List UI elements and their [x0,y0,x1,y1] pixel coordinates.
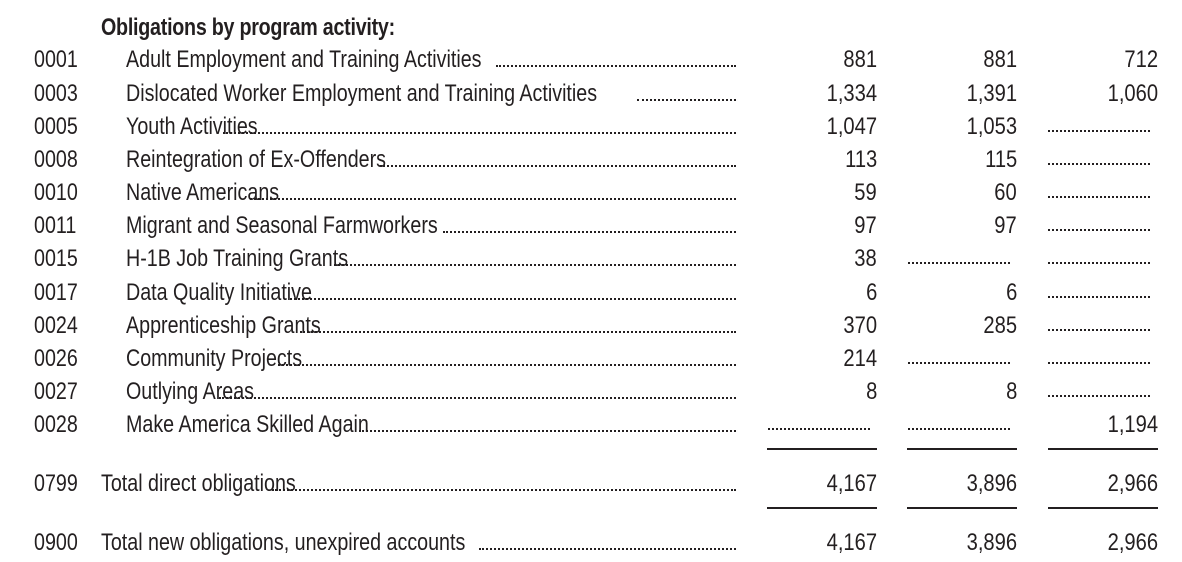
line-label [126,242,736,275]
dot-leader [223,132,736,134]
dot-leader [300,331,736,333]
value-col-2: 3,896 [966,529,1017,556]
value-col-1: 214 [843,345,877,372]
empty-cell-dots [908,262,1010,264]
dot-leader [637,99,736,101]
value-col-2: 285 [983,312,1017,339]
value-col-1: 6 [865,279,877,306]
empty-cell-dots [1048,229,1150,231]
line-label [126,309,736,342]
empty-cell-dots [908,428,1010,430]
line-label [126,143,736,176]
table-row [0,143,1182,176]
line-code: 0005 [34,113,78,140]
line-label-text: Dislocated Worker Employment and Training Activities [126,80,598,107]
empty-cell-dots [1048,196,1150,198]
line-code: 0027 [34,378,78,405]
subtotal-rule [907,448,1017,450]
empty-cell-dots [1048,163,1150,165]
line-code: 0017 [34,279,78,306]
line-code: 0010 [34,179,78,206]
line-label [101,467,736,500]
subtotal-rule [907,507,1017,509]
value-col-1: 38 [854,245,877,272]
value-col-1: 4,167 [826,470,877,497]
table-row [0,43,1182,76]
value-col-3: 1,194 [1107,411,1158,438]
table-row [0,209,1182,242]
table-row [0,342,1182,375]
line-label-text: Youth Activities [126,113,258,140]
line-label-text: H-1B Job Training Grants [126,245,349,272]
line-code: 0011 [34,212,77,239]
empty-cell-dots [1048,296,1150,298]
value-col-1: 59 [854,179,877,206]
line-label [126,276,736,309]
line-label-text: Data Quality Initiative [126,279,312,306]
line-code: 0001 [34,46,78,73]
line-code: 0026 [34,345,78,372]
line-label-text: Total direct obligations [101,470,296,497]
dot-leader [380,165,736,167]
empty-cell-dots [1048,362,1150,364]
line-label [101,526,736,559]
table-row [0,176,1182,209]
table-row [0,309,1182,342]
dot-leader [272,489,736,491]
dot-leader [359,430,736,432]
empty-cell-dots [1048,395,1150,397]
value-col-1: 4,167 [826,529,877,556]
line-label-text: Native Americans [126,179,280,206]
dot-leader [479,548,736,550]
value-col-2: 881 [983,46,1017,73]
line-label-text: Community Projects [126,345,303,372]
line-label [126,375,736,408]
total-row [0,467,1182,500]
value-col-2: 60 [994,179,1017,206]
table-row [0,276,1182,309]
value-col-2: 1,053 [966,113,1017,140]
value-col-1: 370 [843,312,877,339]
dot-leader [219,397,736,399]
line-code: 0028 [34,411,78,438]
value-col-1: 1,334 [826,80,877,107]
line-label [126,209,736,242]
empty-cell-dots [1048,329,1150,331]
value-col-3: 712 [1124,46,1158,73]
empty-cell-dots [768,428,870,430]
empty-cell-dots [908,362,1010,364]
line-code: 0799 [34,470,78,497]
line-label-text: Outlying Areas [126,378,254,405]
line-code: 0008 [34,146,78,173]
value-col-3: 2,966 [1107,529,1158,556]
value-col-1: 881 [843,46,877,73]
value-col-1: 1,047 [826,113,877,140]
line-code: 0015 [34,245,78,272]
line-label-text: Total new obligations, unexpired accounts [101,529,466,556]
section-heading: Obligations by program activity: [101,14,395,41]
table-row [0,242,1182,275]
dot-leader [443,231,736,233]
value-col-2: 8 [1005,378,1017,405]
line-label [126,77,736,110]
line-label-text: Apprenticeship Grants [126,312,321,339]
line-code: 0024 [34,312,78,339]
table-row [0,408,1182,441]
line-label [126,110,736,143]
table-row [0,77,1182,110]
value-col-2: 3,896 [966,470,1017,497]
line-code: 0003 [34,80,78,107]
value-col-2: 6 [1005,279,1017,306]
line-label [126,43,736,76]
value-col-1: 97 [854,212,877,239]
table-row [0,375,1182,408]
value-col-1: 8 [865,378,877,405]
empty-cell-dots [1048,262,1150,264]
dot-leader [250,198,736,200]
line-label [126,342,736,375]
value-col-2: 97 [994,212,1017,239]
value-col-1: 113 [844,146,877,173]
line-label-text: Migrant and Seasonal Farmworkers [126,212,438,239]
line-label [126,176,736,209]
value-col-2: 115 [984,146,1017,173]
dot-leader [334,264,736,266]
dot-leader [290,298,736,300]
line-code: 0900 [34,529,78,556]
subtotal-rule [1048,507,1158,509]
line-label-text: Adult Employment and Training Activities [126,46,482,73]
total-row [0,526,1182,559]
subtotal-rule [767,507,877,509]
line-label-text: Make America Skilled Again [126,411,369,438]
empty-cell-dots [1048,130,1150,132]
table-row [0,110,1182,143]
value-col-3: 2,966 [1107,470,1158,497]
value-col-3: 1,060 [1107,80,1158,107]
line-label [126,408,736,441]
subtotal-rule [1048,448,1158,450]
dot-leader [278,364,736,366]
line-label-text: Reintegration of Ex-Offenders [126,146,386,173]
dot-leader [496,65,736,67]
subtotal-rule [767,448,877,450]
value-col-2: 1,391 [966,80,1017,107]
